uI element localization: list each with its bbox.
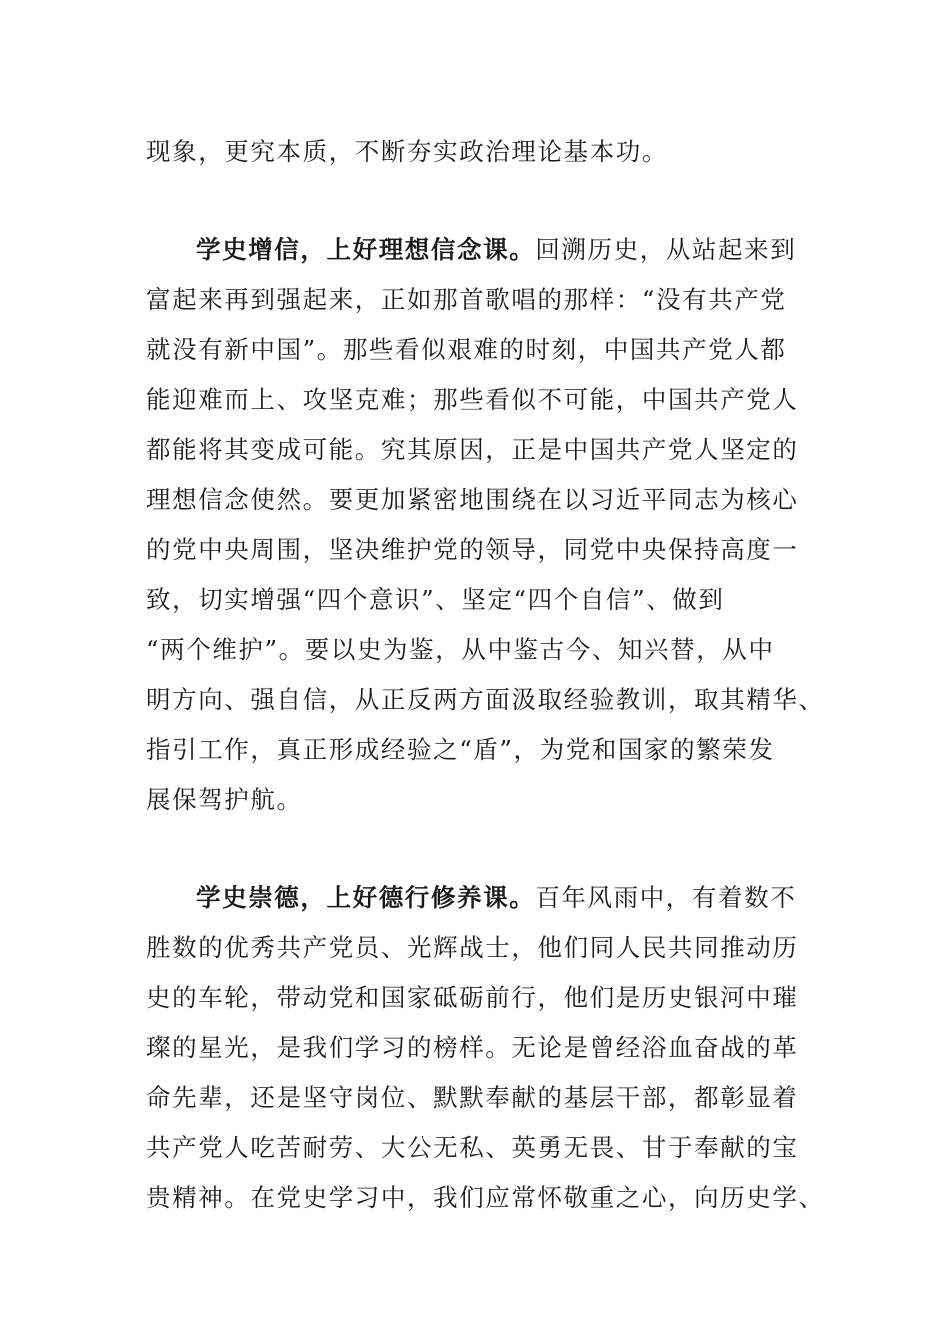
line-text: 命先辈，还是坚守岗位、默默奉献的基层干部，都彰显着	[146, 1083, 799, 1112]
paragraph-line	[146, 735, 775, 764]
paragraph-line	[146, 585, 725, 614]
section-heading: 学史崇德，上好德行修养课。	[196, 883, 536, 912]
line-text: 共产党人吃苦耐劳、大公无私、英勇无畏、甘于奉献的宝	[146, 1133, 799, 1162]
line-text: 就没有新中国”。那些看似艰难的时刻，中国共产党人都	[146, 335, 787, 364]
line-text: 指引工作，真正形成经验之“盾”，为党和国家的繁荣发	[146, 735, 775, 764]
paragraph-line	[146, 137, 668, 166]
paragraph-line	[196, 883, 797, 912]
line-text: 史的车轮，带动党和国家砥砺前行，他们是历史银河中璀	[146, 983, 799, 1012]
paragraph-line	[146, 1033, 799, 1062]
paragraph-line	[146, 685, 825, 714]
line-text: 胜数的优秀共产党员、光辉战士，他们同人民共同推动历	[146, 933, 799, 962]
paragraph-line	[146, 785, 303, 814]
paragraph-line	[146, 435, 799, 464]
line-text: 的党中央周围，坚决维护党的领导，同党中央保持高度一	[146, 535, 799, 564]
paragraph-line	[146, 335, 787, 364]
line-text: 贵精神。在党史学习中，我们应常怀敬重之心，向历史学、	[146, 1183, 825, 1212]
line-text: 展保驾护航。	[146, 785, 303, 814]
line-text: 都能将其变成可能。究其原因，正是中国共产党人坚定的	[146, 435, 799, 464]
line-text: 回溯历史，从站起来到	[535, 235, 797, 264]
line-text: 百年风雨中，有着数不	[535, 883, 797, 912]
line-text: “两个维护”。要以史为鉴，从中鉴古今、知兴替，从中	[146, 635, 775, 664]
paragraph-line	[146, 535, 799, 564]
paragraph-line	[146, 385, 799, 414]
line-text: 能迎难而上、攻坚克难；那些看似不可能，中国共产党人	[146, 385, 799, 414]
line-text: 理想信念使然。要更加紧密地围绕在以习近平同志为核心	[146, 485, 799, 514]
paragraph-line	[146, 1133, 799, 1162]
paragraph-line	[196, 235, 797, 264]
section-heading: 学史增信，上好理想信念课。	[196, 235, 536, 264]
line-text: 现象，更究本质，不断夯实政治理论基本功。	[146, 137, 668, 166]
line-text: 致，切实增强“四个意识”、坚定“四个自信”、做到	[146, 585, 725, 614]
paragraph-line	[146, 983, 799, 1012]
paragraph-line	[146, 933, 799, 962]
paragraph-line	[146, 285, 787, 314]
paragraph-line	[146, 485, 799, 514]
paragraph-line	[146, 635, 775, 664]
paragraph-line	[146, 1083, 799, 1112]
line-text: 明方向、强自信，从正反两方面汲取经验教训，取其精华、	[146, 685, 825, 714]
line-text: 璨的星光，是我们学习的榜样。无论是曾经浴血奋战的革	[146, 1033, 799, 1062]
paragraph-line	[146, 1183, 825, 1212]
line-text: 富起来再到强起来，正如那首歌唱的那样：“没有共产党	[146, 285, 787, 314]
